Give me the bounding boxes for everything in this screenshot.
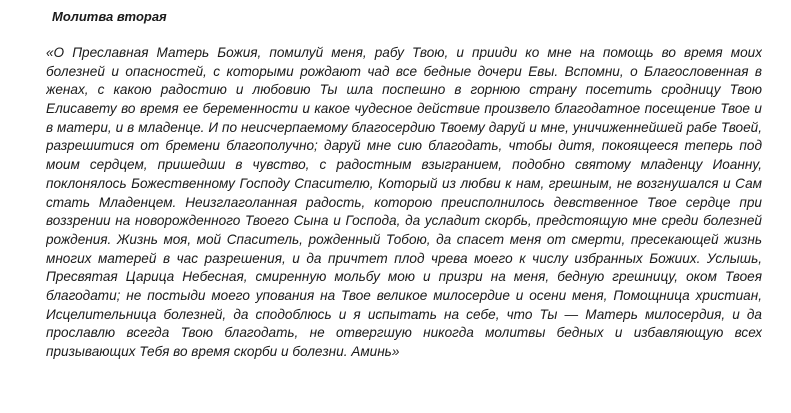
- document-title: Молитва вторая: [52, 9, 167, 24]
- text-line: «О Преславная Матерь Божия, помилуй меня, рабу Твою, и прииди ко мне на помощь во время моих: [46, 45, 762, 60]
- prayer-text: [46, 44, 762, 362]
- text-line: болезней и опасностей, с которыми рождают чад все бедные дочери Евы. Вспомни, о Благословенная в: [46, 63, 762, 79]
- text-line: Пресвятая Царица Небесная, смиренную мольбу мою и призри на меня, бедную грешницу, оком Твоея: [46, 269, 762, 285]
- text-line: благодати; не постыди моего упования на Твое великое милосердие и осени меня, Помощница христиан,: [46, 287, 762, 303]
- text-line: моим сердцем, пришедши в чувство, с радостным взыгранием, подобно святому младенцу Иоанну,: [46, 157, 762, 173]
- text-line: женах, с какою радостию и любовию Ты шла поспешно в горнюю страну посетить сродницу Твою: [46, 82, 762, 98]
- text-line: стать Младенцем. Неизглаголанная радость, которою преисполнилось девственное Твое сердце при: [46, 194, 762, 210]
- text-line: в матери, и в младенце. И по неисчерпаемому благосердию Твоему даруй и мне, уничиженнейшей рабе Твоей,: [46, 119, 762, 135]
- text-line: Елисавету во время ее беременности и какое чудесное действие произвело благодатное посещение Твое и: [46, 101, 762, 117]
- text-line: поклонялось Божественному Господу Спасителю, Который из любви к нам, грешным, не возгнушался и Сам: [46, 175, 762, 191]
- text-line: Исцелительница болезней, да сподоблюсь и я испытать на себе, что Ты — Матерь милосердия, и да: [46, 306, 762, 322]
- text-line: многих матерей в час разрешения, и да причтет плод чрева моего к числу избранных Божиих. Услышь,: [46, 250, 762, 266]
- text-line: призывающих Тебя во время скорби и болезни. Аминь»: [46, 344, 400, 359]
- text-line: воззрении на новорожденного Твоего Сына и Господа, да усладит скорбь, предстоящую мне среди болезней: [46, 213, 762, 229]
- text-line: рождения. Жизнь моя, мой Спаситель, рожденный Тобою, да спасет меня от смерти, пресекающей жизнь: [46, 231, 762, 247]
- text-line: разрешитися от бремени благополучно; даруй мне сию благодать, чтобы дитя, покоящееся теперь под: [46, 138, 762, 154]
- text-line: прославлю всегда Твою благодать, не отвергшую никогда молитвы бедных и избавляющую всех: [46, 325, 762, 341]
